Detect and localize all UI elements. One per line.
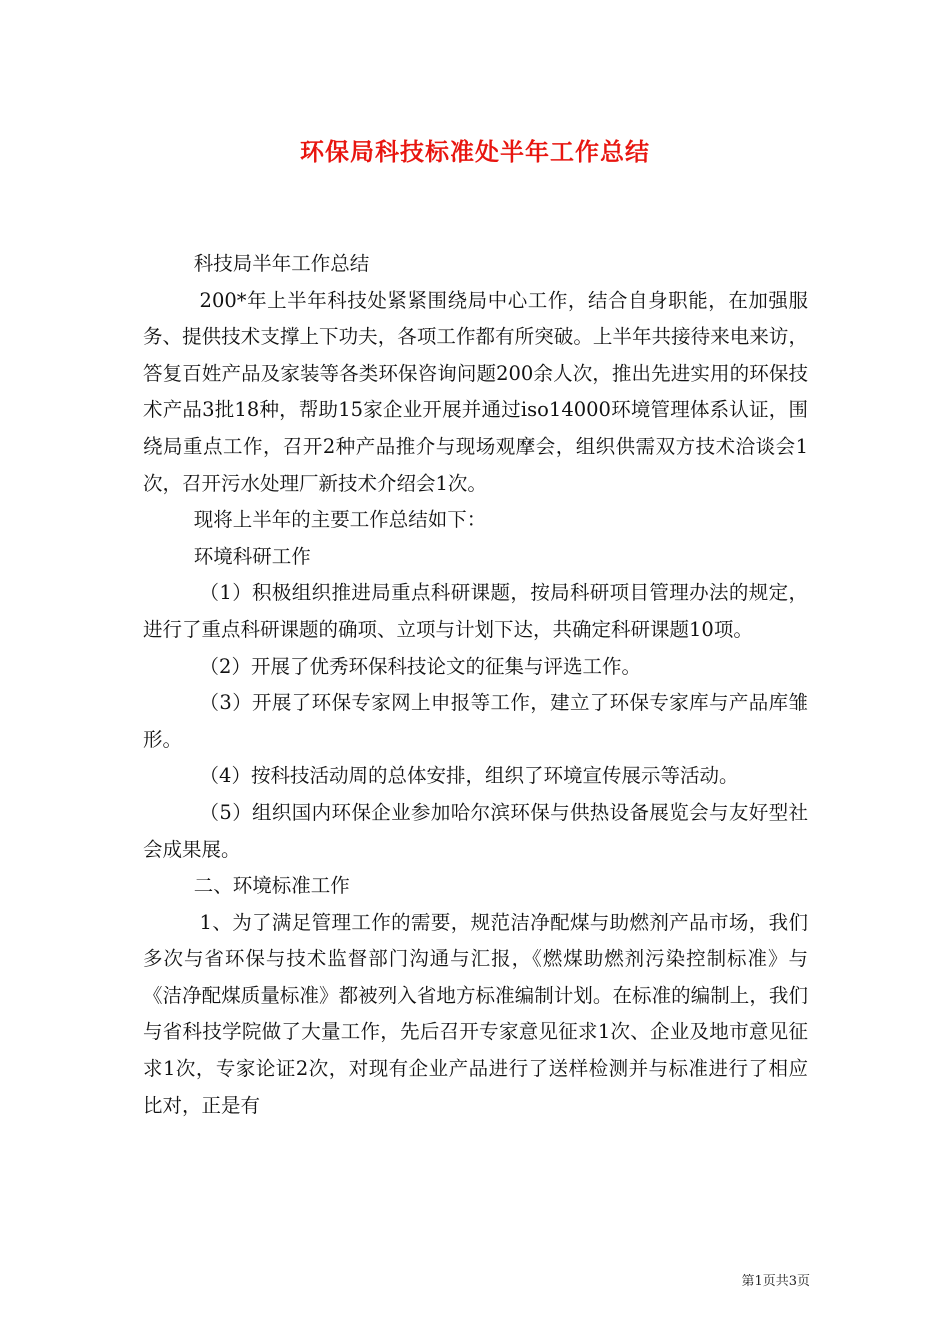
page-number: 第1页共3页 <box>741 1274 810 1289</box>
paragraph-standards-1: 1、为了满足管理工作的需要，规范洁净配煤与助燃剂产品市场，我们多次与省环保与技术监督部门沟通与汇报，《燃煤助燃剂污染控制标准》与《洁净配煤质量标准》都被列入省地方标准编制计划。在标准的编制上，我们与省科技学院做了大量工作，先后召开专家意见征求1次、企业及地市意见征求1次，专家论证2次，对现有企业产品进行了送样检测并与标准进行了相应比对，正是有 <box>143 910 808 1117</box>
section-heading-research: 环境科研工作 <box>193 544 311 568</box>
paragraph-summary-lead: 现将上半年的主要工作总结如下： <box>193 508 487 532</box>
document-body <box>143 246 808 1124</box>
paragraph-research-3: （3）开展了环保专家网上申报等工作，建立了环保专家库与产品库雏形。 <box>143 691 808 751</box>
paragraph-research-5: （5）组织国内环保企业参加哈尔滨环保与供热设备展览会与友好型社会成果展。 <box>143 800 808 861</box>
paragraph-research-4: （4）按科技活动周的总体安排，组织了环境宣传展示等活动。 <box>199 764 739 788</box>
paragraph-intro: 200*年上半年科技处紧紧围绕局中心工作，结合自身职能，在加强服务、提供技术支撑上下功夫，各项工作都有所突破。上半年共接待来电来访，答复百姓产品及家装等各类环保咨询问题200余人次，推出先进实用的环保技术产品3批18种，帮助15家企业开展并通过iso14000环境管理体系认证，围绕局重点工作，召开2种产品推介与现场观摩会，组织供需双方技术洽谈会1次，召开污水处理厂新技术介绍会1次。 <box>143 288 808 495</box>
paragraph-research-2: （2）开展了优秀环保科技论文的征集与评选工作。 <box>199 654 641 678</box>
paragraph-research-1: （1）积极组织推进局重点科研课题，按局科研项目管理办法的规定，进行了重点科研课题的确项、立项与计划下达，共确定科研课题10项。 <box>143 581 808 641</box>
section-heading-standards: 二、环境标准工作 <box>193 874 350 898</box>
document-title: 环保局科技标准处半年工作总结 <box>300 137 650 166</box>
paragraph-subtitle: 科技局半年工作总结 <box>193 252 370 275</box>
